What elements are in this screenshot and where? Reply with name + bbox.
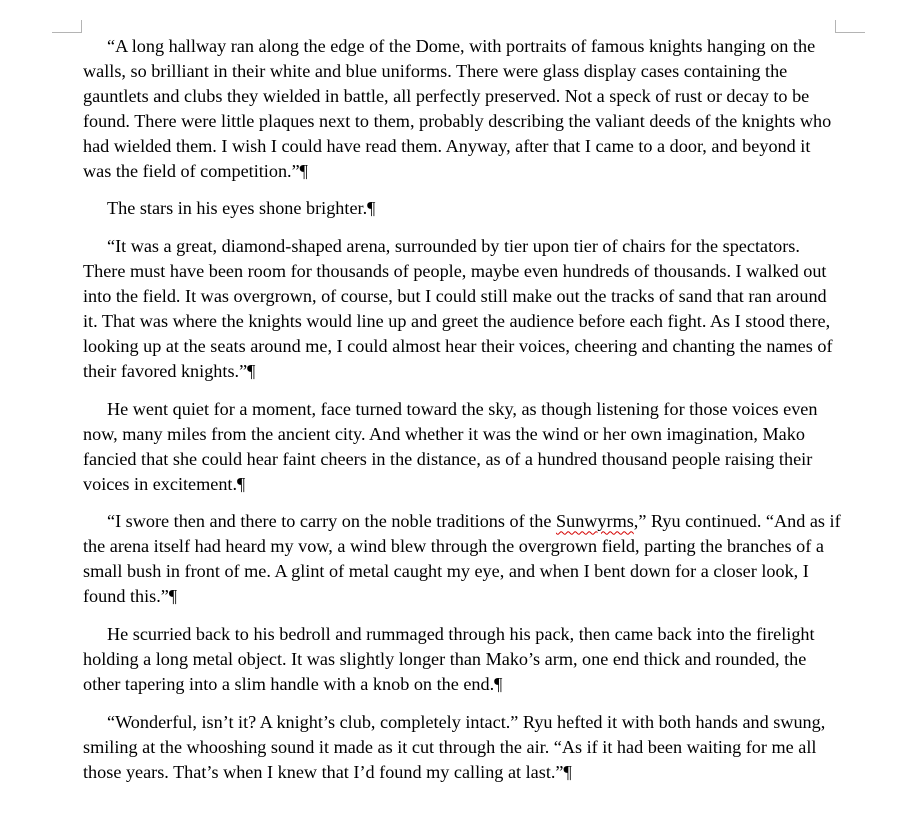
paragraph-text: “A long hallway ran along the edge of the Dome, with portraits of famous knights hanging on the walls, so brilliant in their white and blue uniforms. There were glass display cases containing the gauntlets and clubs they wielded in battle, all perfectly preserved. Not a speck of rust or decay to be found. There were little plaques next to them, probably describing the valiant deeds of the knights who had wielded them. I wish I could have read them. Anyway, after that I came to a door, and beyond it was the field of competition.”	[83, 36, 832, 181]
paragraph-mark: ¶	[247, 360, 256, 381]
paragraph-text: “It was a great, diamond-shaped arena, surrounded by tier upon tier of chairs for the spectators. There must have been room for thousands of people, maybe even hundreds of thousands. I walked out into the field. It was overgrown, of course, but I could still make out the tracks of sand that ran around it. That was where the knights would line up and greet the audience before each fight. As I stood there, looking up at the seats around me, I could almost hear their voices, cheering and chanting the names of their favored knights.”	[83, 236, 833, 381]
paragraph-mark: ¶	[299, 160, 308, 181]
paragraph-mark: ¶	[494, 673, 503, 694]
top-right-margin-marker	[835, 20, 865, 33]
top-left-margin-marker	[52, 20, 82, 33]
paragraph-text: ,” Ryu continued. “And as if the arena itself had heard my vow, a wind blew through the overgrown field, parting the branches of a small bush in front of me. A glint of metal caught my eye, and when I bent down for a closer look, I found this.”	[83, 511, 841, 607]
paragraph-4[interactable]	[83, 397, 843, 497]
misspelled-word[interactable]: Sunwyrms	[555, 511, 634, 532]
paragraph-mark: ¶	[168, 586, 178, 607]
paragraph-6[interactable]	[83, 622, 843, 697]
paragraph-text: He went quiet for a moment, face turned toward the sky, as though listening for those voices even now, many miles from the ancient city. And whether it was the wind or her own imagination, Mako fancied that she could hear faint cheers in the distance, as of a hundred thousand people raising their voices in excitement.	[83, 398, 818, 494]
paragraph-5[interactable]	[83, 509, 843, 609]
paragraph-2[interactable]	[83, 196, 843, 221]
paragraph-text: “I swore then and there to carry on the noble traditions of the	[107, 511, 556, 532]
paragraph-mark: ¶	[563, 761, 572, 782]
paragraph-text: “Wonderful, isn’t it? A knight’s club, completely intact.” Ryu hefted it with both hands and swung, smiling at the whooshing sound it made as it cut through the air. “As if it had been waiting for me all those years. That’s when I knew that I’d found my calling at last.”	[83, 711, 826, 782]
paragraph-1[interactable]	[83, 34, 843, 183]
paragraph-mark: ¶	[367, 198, 376, 219]
paragraph-text: The stars in his eyes shone brighter.	[107, 198, 368, 219]
paragraph-mark: ¶	[237, 473, 246, 494]
paragraph-3[interactable]	[83, 234, 843, 383]
document-body[interactable]	[83, 34, 843, 797]
paragraph-text: He scurried back to his bedroll and rummaged through his pack, then came back into the firelight holding a long metal object. It was slightly longer than Mako’s arm, one end thick and rounded, the other tapering into a slim handle with a knob on the end.	[83, 624, 815, 694]
paragraph-7[interactable]	[83, 710, 843, 785]
